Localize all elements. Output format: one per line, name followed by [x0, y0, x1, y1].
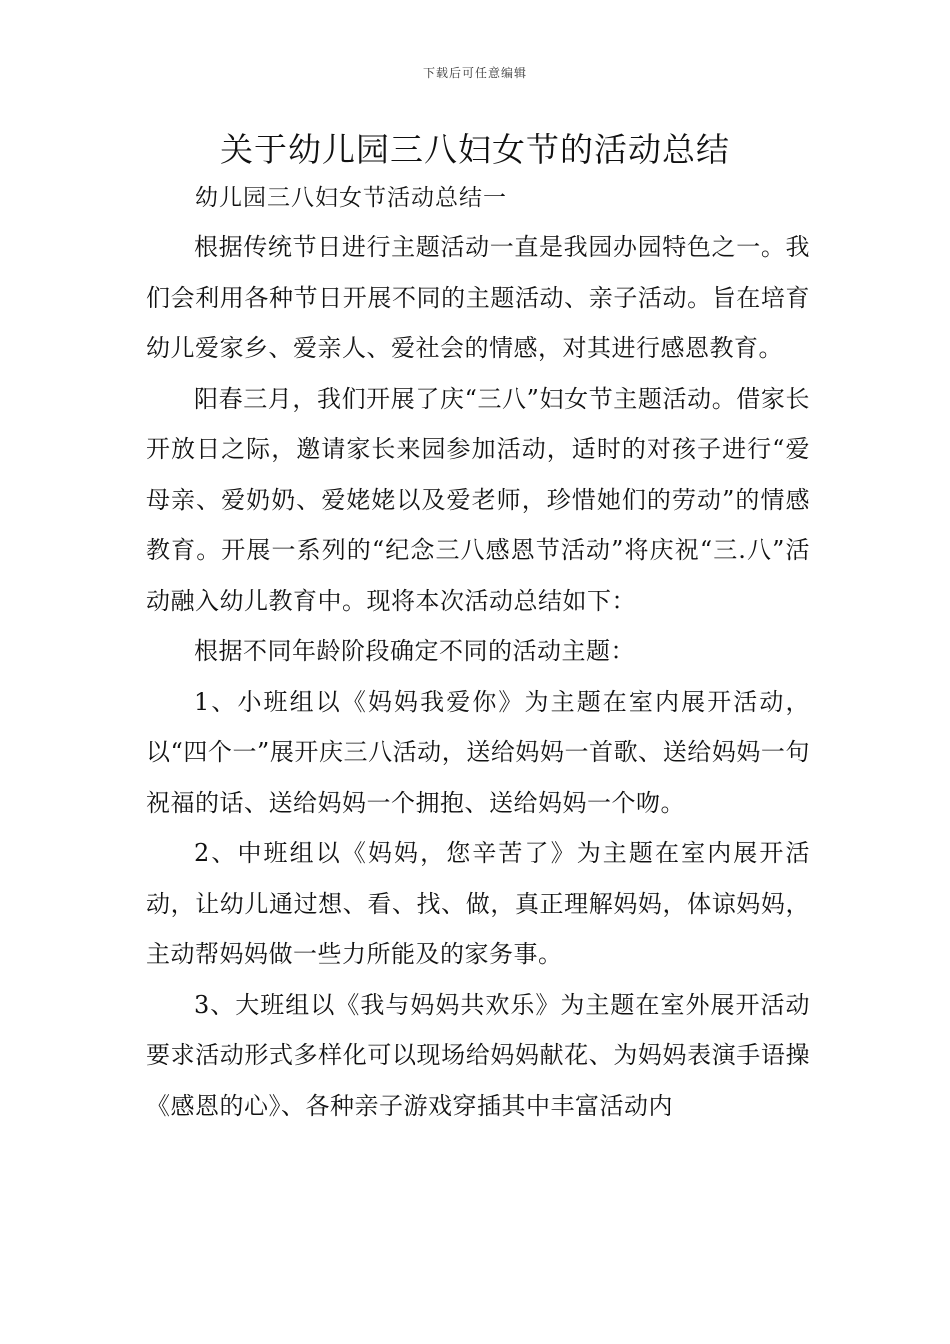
paragraph-themes-intro: 根据不同年龄阶段确定不同的活动主题：: [194, 637, 635, 665]
header-note: 下载后可任意编辑: [422, 66, 527, 80]
paragraph-middle-class: 2、中班组以《妈妈，您辛苦了》为主题在室内展开活动，让幼儿通过想、看、找、做，真正理解妈妈，体谅妈妈，主动帮妈妈做一些力所能及的家务事。: [146, 839, 810, 968]
paragraph-large-class: 3、大班组以《我与妈妈共欢乐》为主题在室外展开活动要求活动形式多样化可以现场给妈妈献花、为妈妈表演手语操《感恩的心》、各种亲子游戏穿插其中丰富活动内: [146, 990, 810, 1120]
paragraph-small-class: 1、小班组以《妈妈我爱你》为主题在室内展开活动，以“四个一”展开庆三八活动，送给妈妈一首歌、送给妈妈一句祝福的话、送给妈妈一个拥抱、送给妈妈一个吻。: [146, 687, 810, 817]
document-body: [146, 222, 810, 1131]
document-title: 关于幼儿园三八妇女节的活动总结: [220, 130, 730, 169]
paragraph-activity: 阳春三月，我们开展了庆“三八”妇女节主题活动。借家长开放日之际，邀请家长来园参加活动，适时的对孩子进行“爱母亲、爱奶奶、爱姥姥以及爱老师，珍惜她们的劳动”的情感教育。开展一系列的“纪念三八感恩节活动”将庆祝“三.八”活动融入幼儿教育中。现将本次活动总结如下：: [146, 384, 810, 615]
document-subtitle: 幼儿园三八妇女节活动总结一: [195, 185, 507, 211]
paragraph-intro: 根据传统节日进行主题活动一直是我园办园特色之一。我们会利用各种节日开展不同的主题活动、亲子活动。旨在培育幼儿爱家乡、爱亲人、爱社会的情感，对其进行感恩教育。: [146, 233, 810, 362]
